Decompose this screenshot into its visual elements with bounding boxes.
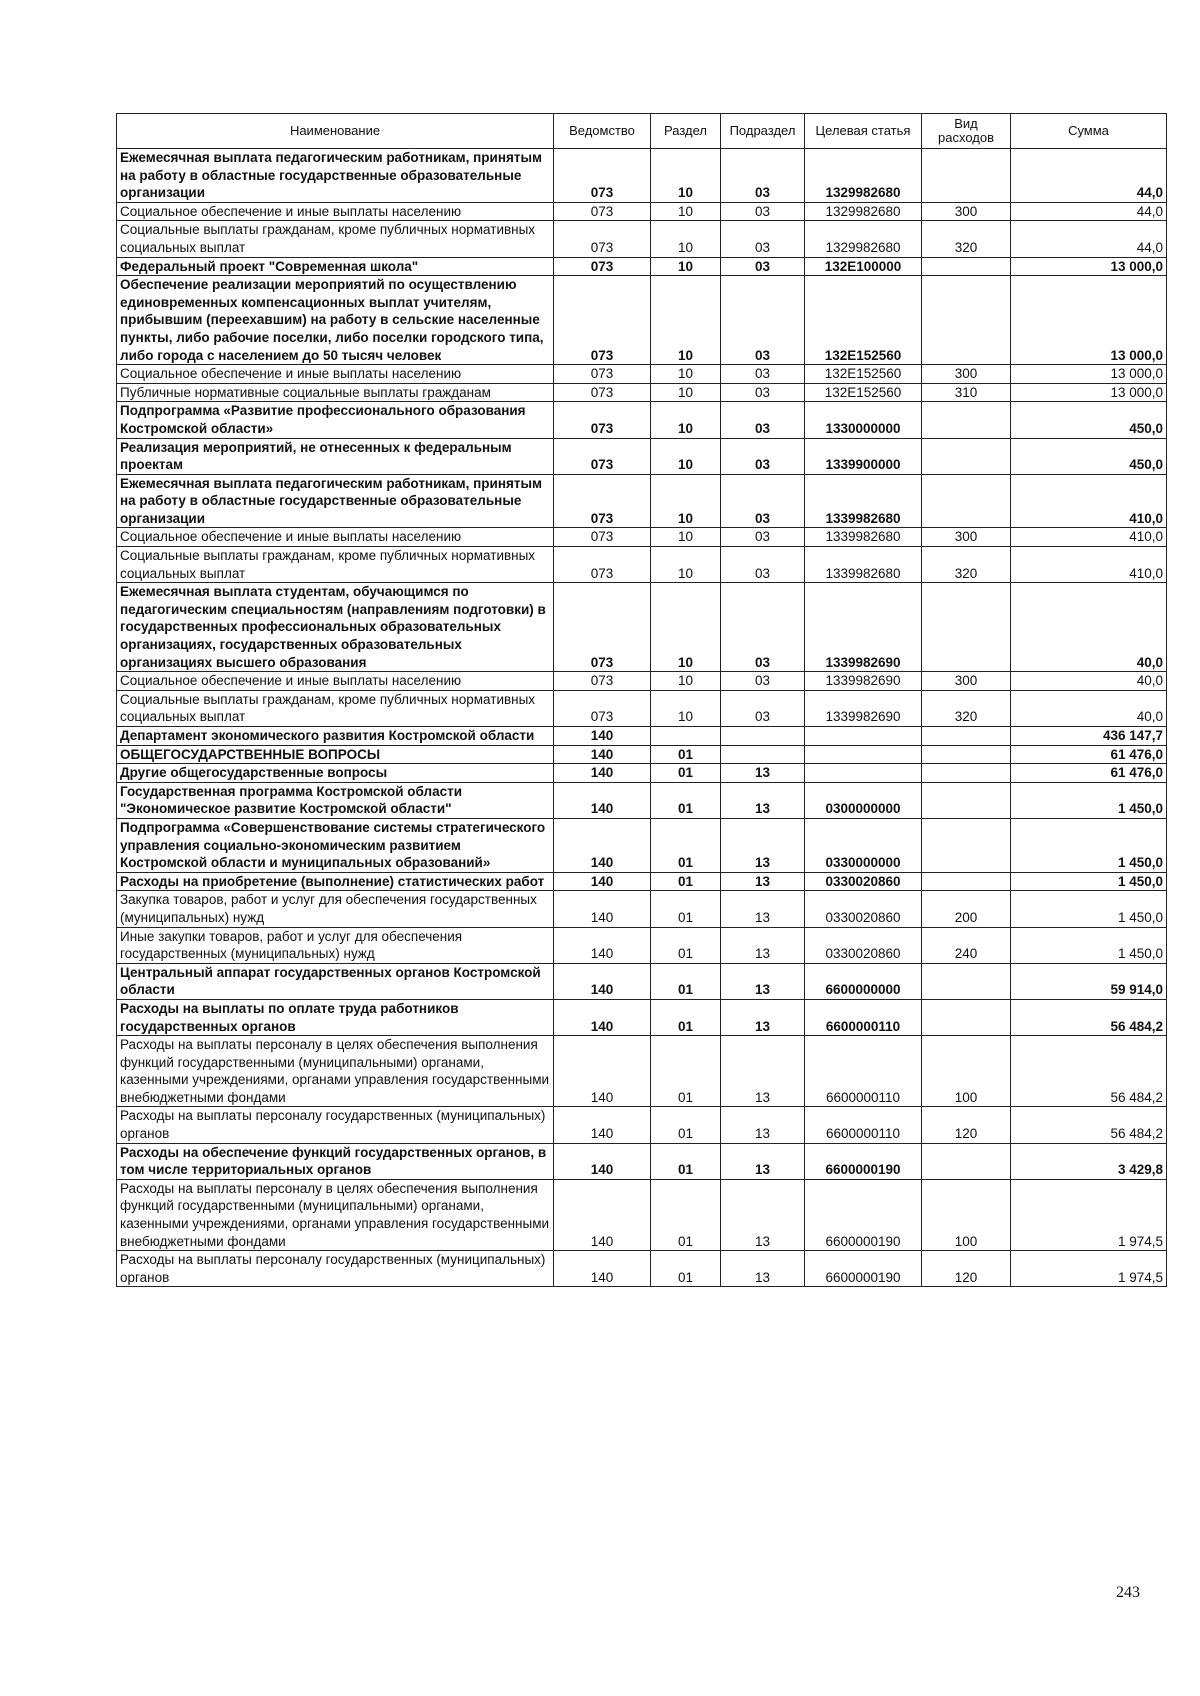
cell-target-article: 1339982680: [805, 547, 922, 583]
cell-target-article: 6600000110: [805, 1107, 922, 1143]
cell-sum: 13 000,0: [1011, 276, 1167, 365]
cell-section: 10: [651, 383, 721, 402]
cell-target-article: 6600000110: [805, 999, 922, 1035]
cell-name: Социальное обеспечение и иные выплаты населению: [117, 202, 554, 221]
cell-name: Расходы на выплаты персоналу государственных (муниципальных) органов: [117, 1107, 554, 1143]
cell-department: 140: [554, 745, 651, 764]
cell-expense-kind: [922, 727, 1011, 746]
cell-target-article: 1329982680: [805, 149, 922, 203]
cell-name: ОБЩЕГОСУДАРСТВЕННЫЕ ВОПРОСЫ: [117, 745, 554, 764]
cell-subsection: 03: [721, 583, 805, 672]
cell-section: 10: [651, 202, 721, 221]
cell-sum: 13 000,0: [1011, 257, 1167, 276]
cell-section: 10: [651, 528, 721, 547]
table-row: [117, 202, 1167, 221]
cell-subsection: 03: [721, 383, 805, 402]
cell-sum: 61 476,0: [1011, 745, 1167, 764]
cell-department: 140: [554, 1251, 651, 1287]
cell-subsection: 03: [721, 202, 805, 221]
cell-section: 01: [651, 999, 721, 1035]
header-name: Наименование: [117, 114, 554, 149]
cell-subsection: 13: [721, 963, 805, 999]
page-number: 243: [1116, 1584, 1140, 1601]
cell-target-article: 132E100000: [805, 257, 922, 276]
cell-department: 073: [554, 383, 651, 402]
cell-sum: 1 974,5: [1011, 1251, 1167, 1287]
cell-section: 01: [651, 782, 721, 818]
cell-department: 073: [554, 547, 651, 583]
table-row: [117, 257, 1167, 276]
cell-subsection: 13: [721, 999, 805, 1035]
cell-name: Расходы на выплаты персоналу государственных (муниципальных) органов: [117, 1251, 554, 1287]
cell-department: 140: [554, 1179, 651, 1250]
cell-section: 01: [651, 872, 721, 891]
cell-expense-kind: [922, 745, 1011, 764]
cell-expense-kind: [922, 583, 1011, 672]
cell-department: 140: [554, 927, 651, 963]
cell-target-article: 1329982680: [805, 202, 922, 221]
cell-subsection: 03: [721, 402, 805, 438]
table-row: [117, 872, 1167, 891]
cell-name: Социальное обеспечение и иные выплаты населению: [117, 672, 554, 691]
cell-sum: 40,0: [1011, 672, 1167, 691]
cell-subsection: 03: [721, 149, 805, 203]
cell-section: [651, 727, 721, 746]
cell-subsection: 13: [721, 764, 805, 783]
cell-name: Ежемесячная выплата педагогическим работникам, принятым на работу в областные государственные образовательные организации: [117, 474, 554, 528]
table-row: [117, 1251, 1167, 1287]
table-row: [117, 891, 1167, 927]
cell-expense-kind: [922, 963, 1011, 999]
table-row: [117, 1107, 1167, 1143]
cell-expense-kind: 310: [922, 383, 1011, 402]
cell-subsection: 03: [721, 257, 805, 276]
cell-department: 073: [554, 402, 651, 438]
cell-target-article: 1339982690: [805, 583, 922, 672]
cell-name: Ежемесячная выплата студентам, обучающимся по педагогическим специальностям (направлениям подготовки) в государственных профессиональных образовательных организациях, государственных образовательных организациях высшего образования: [117, 583, 554, 672]
cell-section: 01: [651, 764, 721, 783]
cell-section: 10: [651, 221, 721, 257]
cell-department: 073: [554, 672, 651, 691]
cell-name: Обеспечение реализации мероприятий по осуществлению единовременных компенсационных выплат учителям, прибывшим (переехавшим) на работу в сельские населенные пункты, либо рабочие поселки, либо поселки городского типа, либо города с населением до 50 тысяч человек: [117, 276, 554, 365]
cell-target-article: 132E152560: [805, 365, 922, 384]
cell-department: 073: [554, 202, 651, 221]
cell-expense-kind: 120: [922, 1251, 1011, 1287]
cell-expense-kind: 300: [922, 365, 1011, 384]
cell-name: Расходы на приобретение (выполнение) статистических работ: [117, 872, 554, 891]
header-section: Раздел: [651, 114, 721, 149]
cell-target-article: 0330020860: [805, 872, 922, 891]
cell-department: 140: [554, 727, 651, 746]
cell-expense-kind: 320: [922, 690, 1011, 726]
cell-department: 073: [554, 221, 651, 257]
cell-department: 140: [554, 818, 651, 872]
cell-expense-kind: 100: [922, 1036, 1011, 1107]
cell-expense-kind: [922, 782, 1011, 818]
cell-expense-kind: [922, 402, 1011, 438]
table-row: [117, 365, 1167, 384]
cell-department: 073: [554, 528, 651, 547]
cell-expense-kind: 240: [922, 927, 1011, 963]
cell-name: Федеральный проект "Современная школа": [117, 257, 554, 276]
cell-sum: 40,0: [1011, 583, 1167, 672]
table-row: [117, 764, 1167, 783]
cell-subsection: 13: [721, 818, 805, 872]
cell-section: 01: [651, 745, 721, 764]
cell-section: 10: [651, 672, 721, 691]
table-row: [117, 782, 1167, 818]
cell-subsection: 03: [721, 474, 805, 528]
cell-section: 01: [651, 1179, 721, 1250]
cell-department: 140: [554, 999, 651, 1035]
cell-expense-kind: 320: [922, 221, 1011, 257]
table-row: [117, 999, 1167, 1035]
cell-section: 10: [651, 583, 721, 672]
cell-department: 140: [554, 891, 651, 927]
cell-target-article: [805, 745, 922, 764]
header-sum: Сумма: [1011, 114, 1167, 149]
cell-target-article: 1329982680: [805, 221, 922, 257]
cell-subsection: 13: [721, 1179, 805, 1250]
cell-sum: 410,0: [1011, 547, 1167, 583]
cell-section: 01: [651, 963, 721, 999]
cell-expense-kind: [922, 1143, 1011, 1179]
cell-subsection: 03: [721, 276, 805, 365]
cell-target-article: [805, 727, 922, 746]
table-row: [117, 727, 1167, 746]
cell-department: 140: [554, 1036, 651, 1107]
cell-target-article: 0330020860: [805, 891, 922, 927]
cell-section: 10: [651, 276, 721, 365]
cell-expense-kind: [922, 764, 1011, 783]
header-department: Ведомство: [554, 114, 651, 149]
table-header-row: [117, 114, 1167, 149]
table-row: [117, 383, 1167, 402]
table-row: [117, 1179, 1167, 1250]
cell-expense-kind: [922, 474, 1011, 528]
cell-section: 10: [651, 438, 721, 474]
cell-subsection: 03: [721, 528, 805, 547]
cell-subsection: 13: [721, 1251, 805, 1287]
cell-section: 01: [651, 818, 721, 872]
cell-name: Подпрограмма «Развитие профессионального образования Костромской области»: [117, 402, 554, 438]
cell-name: Закупка товаров, работ и услуг для обеспечения государственных (муниципальных) нужд: [117, 891, 554, 927]
cell-sum: 450,0: [1011, 402, 1167, 438]
header-subsection: Подраздел: [721, 114, 805, 149]
cell-expense-kind: 320: [922, 547, 1011, 583]
header-expense-kind: Вид расходов: [922, 114, 1011, 149]
cell-sum: 410,0: [1011, 474, 1167, 528]
cell-subsection: 13: [721, 872, 805, 891]
cell-expense-kind: [922, 438, 1011, 474]
cell-name: Подпрограмма «Совершенствование системы стратегического управления социально-экономическим развитием Костромской области и муниципальных образований»: [117, 818, 554, 872]
cell-sum: 1 450,0: [1011, 927, 1167, 963]
cell-sum: 56 484,2: [1011, 999, 1167, 1035]
cell-subsection: [721, 745, 805, 764]
cell-sum: 61 476,0: [1011, 764, 1167, 783]
cell-name: Центральный аппарат государственных органов Костромской области: [117, 963, 554, 999]
cell-department: 140: [554, 782, 651, 818]
cell-name: Ежемесячная выплата педагогическим работникам, принятым на работу в областные государственные образовательные организации: [117, 149, 554, 203]
cell-name: Государственная программа Костромской области "Экономическое развитие Костромской области": [117, 782, 554, 818]
cell-expense-kind: [922, 149, 1011, 203]
cell-target-article: 132E152560: [805, 276, 922, 365]
cell-sum: 56 484,2: [1011, 1107, 1167, 1143]
cell-target-article: 1339982690: [805, 672, 922, 691]
table-row: [117, 690, 1167, 726]
cell-name: Социальное обеспечение и иные выплаты населению: [117, 365, 554, 384]
cell-section: 01: [651, 927, 721, 963]
cell-subsection: 03: [721, 690, 805, 726]
cell-name: Реализация мероприятий, не отнесенных к федеральным проектам: [117, 438, 554, 474]
cell-section: 01: [651, 1143, 721, 1179]
cell-department: 073: [554, 583, 651, 672]
table-row: [117, 963, 1167, 999]
cell-department: 073: [554, 690, 651, 726]
cell-section: 01: [651, 891, 721, 927]
cell-target-article: [805, 764, 922, 783]
table-row: [117, 547, 1167, 583]
cell-section: 01: [651, 1036, 721, 1107]
cell-section: 10: [651, 474, 721, 528]
cell-subsection: 13: [721, 927, 805, 963]
cell-sum: 56 484,2: [1011, 1036, 1167, 1107]
cell-expense-kind: [922, 872, 1011, 891]
table-row: [117, 402, 1167, 438]
cell-sum: 1 450,0: [1011, 891, 1167, 927]
table-row: [117, 149, 1167, 203]
cell-target-article: 0330020860: [805, 927, 922, 963]
cell-target-article: 1339982690: [805, 690, 922, 726]
cell-name: Иные закупки товаров, работ и услуг для обеспечения государственных (муниципальных) нужд: [117, 927, 554, 963]
table-row: [117, 1143, 1167, 1179]
cell-department: 140: [554, 1143, 651, 1179]
cell-department: 073: [554, 257, 651, 276]
cell-target-article: 6600000190: [805, 1251, 922, 1287]
cell-section: 10: [651, 149, 721, 203]
table-row: [117, 221, 1167, 257]
cell-target-article: 6600000190: [805, 1143, 922, 1179]
table-row: [117, 438, 1167, 474]
table-row: [117, 745, 1167, 764]
cell-expense-kind: 200: [922, 891, 1011, 927]
table-row: [117, 1036, 1167, 1107]
cell-department: 140: [554, 1107, 651, 1143]
cell-department: 073: [554, 276, 651, 365]
table-row: [117, 474, 1167, 528]
budget-table: [116, 113, 1167, 1287]
cell-sum: 44,0: [1011, 221, 1167, 257]
cell-sum: 13 000,0: [1011, 365, 1167, 384]
cell-subsection: 03: [721, 438, 805, 474]
cell-department: 140: [554, 963, 651, 999]
cell-subsection: 13: [721, 782, 805, 818]
cell-name: Социальные выплаты гражданам, кроме публичных нормативных социальных выплат: [117, 221, 554, 257]
cell-department: 140: [554, 764, 651, 783]
cell-subsection: 03: [721, 365, 805, 384]
cell-expense-kind: [922, 818, 1011, 872]
cell-expense-kind: 300: [922, 528, 1011, 547]
cell-sum: 436 147,7: [1011, 727, 1167, 746]
cell-subsection: 13: [721, 1036, 805, 1107]
cell-subsection: 03: [721, 221, 805, 257]
cell-name: Другие общегосударственные вопросы: [117, 764, 554, 783]
cell-name: Публичные нормативные социальные выплаты гражданам: [117, 383, 554, 402]
cell-sum: 450,0: [1011, 438, 1167, 474]
cell-target-article: 1339982680: [805, 528, 922, 547]
cell-expense-kind: 300: [922, 672, 1011, 691]
cell-target-article: 132E152560: [805, 383, 922, 402]
cell-section: 10: [651, 402, 721, 438]
cell-name: Расходы на выплаты персоналу в целях обеспечения выполнения функций государственными (муниципальными) органами, казенными учреждениями, органами управления государственными внебюджетными фондами: [117, 1179, 554, 1250]
cell-target-article: 1339900000: [805, 438, 922, 474]
cell-subsection: 13: [721, 1143, 805, 1179]
cell-target-article: 1330000000: [805, 402, 922, 438]
table-row: [117, 818, 1167, 872]
cell-target-article: 1339982680: [805, 474, 922, 528]
table-row: [117, 672, 1167, 691]
cell-department: 073: [554, 474, 651, 528]
cell-sum: 13 000,0: [1011, 383, 1167, 402]
cell-sum: 410,0: [1011, 528, 1167, 547]
cell-sum: 44,0: [1011, 149, 1167, 203]
cell-expense-kind: [922, 257, 1011, 276]
cell-name: Социальные выплаты гражданам, кроме публичных нормативных социальных выплат: [117, 690, 554, 726]
table-row: [117, 583, 1167, 672]
cell-department: 073: [554, 365, 651, 384]
cell-sum: 3 429,8: [1011, 1143, 1167, 1179]
cell-expense-kind: 100: [922, 1179, 1011, 1250]
cell-target-article: 6600000190: [805, 1179, 922, 1250]
cell-target-article: 6600000000: [805, 963, 922, 999]
cell-target-article: 6600000110: [805, 1036, 922, 1107]
cell-sum: 44,0: [1011, 202, 1167, 221]
header-target-article: Целевая статья: [805, 114, 922, 149]
cell-expense-kind: 300: [922, 202, 1011, 221]
table-row: [117, 276, 1167, 365]
cell-department: 073: [554, 438, 651, 474]
cell-name: Департамент экономического развития Костромской области: [117, 727, 554, 746]
cell-section: 10: [651, 690, 721, 726]
cell-section: 01: [651, 1251, 721, 1287]
cell-subsection: 03: [721, 547, 805, 583]
cell-section: 01: [651, 1107, 721, 1143]
cell-name: Расходы на выплаты по оплате труда работников государственных органов: [117, 999, 554, 1035]
cell-expense-kind: 120: [922, 1107, 1011, 1143]
cell-section: 10: [651, 547, 721, 583]
cell-sum: 1 450,0: [1011, 818, 1167, 872]
cell-department: 073: [554, 149, 651, 203]
table-row: [117, 528, 1167, 547]
cell-section: 10: [651, 365, 721, 384]
cell-sum: 1 974,5: [1011, 1179, 1167, 1250]
cell-section: 10: [651, 257, 721, 276]
cell-expense-kind: [922, 276, 1011, 365]
cell-name: Расходы на выплаты персоналу в целях обеспечения выполнения функций государственными (муниципальными) органами, казенными учреждениями, органами управления государственными внебюджетными фондами: [117, 1036, 554, 1107]
cell-subsection: 13: [721, 1107, 805, 1143]
cell-department: 140: [554, 872, 651, 891]
cell-subsection: 13: [721, 891, 805, 927]
table-row: [117, 927, 1167, 963]
cell-sum: 1 450,0: [1011, 872, 1167, 891]
cell-target-article: 0330000000: [805, 818, 922, 872]
cell-name: Социальное обеспечение и иные выплаты населению: [117, 528, 554, 547]
cell-target-article: 0300000000: [805, 782, 922, 818]
cell-sum: 1 450,0: [1011, 782, 1167, 818]
cell-name: Расходы на обеспечение функций государственных органов, в том числе территориальных органов: [117, 1143, 554, 1179]
cell-sum: 59 914,0: [1011, 963, 1167, 999]
cell-sum: 40,0: [1011, 690, 1167, 726]
cell-subsection: 03: [721, 672, 805, 691]
cell-expense-kind: [922, 999, 1011, 1035]
cell-subsection: [721, 727, 805, 746]
cell-name: Социальные выплаты гражданам, кроме публичных нормативных социальных выплат: [117, 547, 554, 583]
